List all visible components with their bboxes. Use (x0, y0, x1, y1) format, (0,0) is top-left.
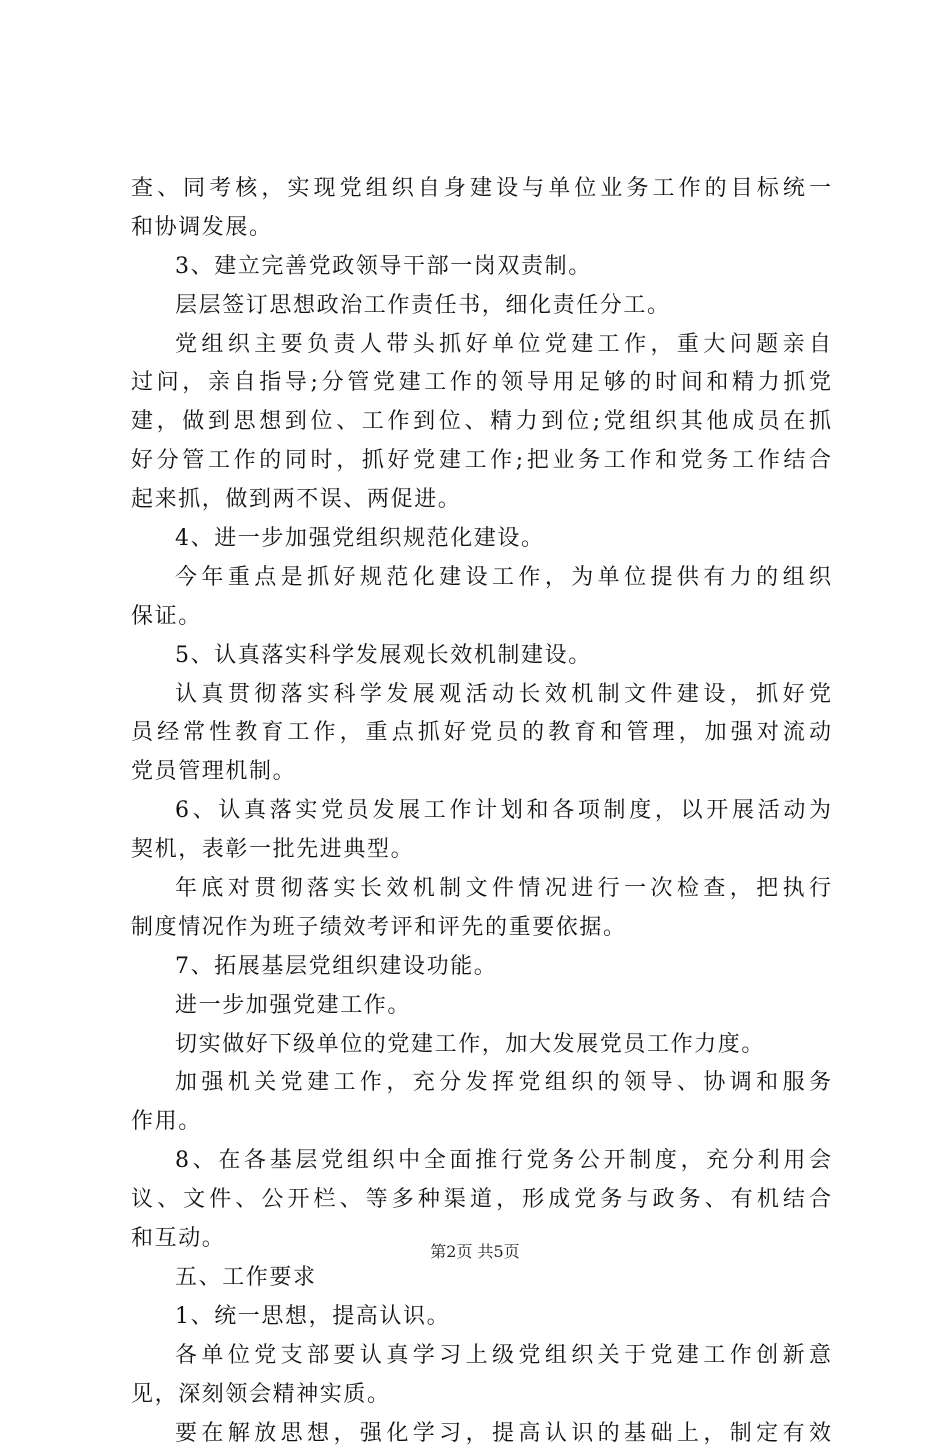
text-line: 好分管工作的同时，抓好党建工作;把业务工作和党务工作结合 (131, 442, 831, 481)
text-line: 年底对贯彻落实长效机制文件情况进行一次检查，把执行 (131, 870, 831, 909)
text-line: 查、同考核，实现党组织自身建设与单位业务工作的目标统一 (131, 170, 831, 209)
text-line: 进一步加强党建工作。 (131, 987, 831, 1026)
text-line: 党员管理机制。 (131, 753, 831, 792)
text-line: 7、拓展基层党组织建设功能。 (131, 948, 831, 987)
text-line: 保证。 (131, 598, 831, 637)
text-line: 8、在各基层党组织中全面推行党务公开制度，充分利用会 (131, 1142, 831, 1181)
text-line: 6、认真落实党员发展工作计划和各项制度，以开展活动为 (131, 792, 831, 831)
text-line: 过问，亲自指导;分管党建工作的领导用足够的时间和精力抓党 (131, 364, 831, 403)
page-footer (0, 1240, 950, 1264)
text-line: 和互动。 (131, 1220, 831, 1259)
text-line: 切实做好下级单位的党建工作，加大发展党员工作力度。 (131, 1026, 831, 1065)
text-line: 加强机关党建工作，充分发挥党组织的领导、协调和服务 (131, 1064, 831, 1103)
text-line: 制度情况作为班子绩效考评和评先的重要依据。 (131, 909, 831, 948)
text-line: 和协调发展。 (131, 209, 831, 248)
text-line: 作用。 (131, 1103, 831, 1142)
text-line: 起来抓，做到两不误、两促进。 (131, 481, 831, 520)
text-line: 党组织主要负责人带头抓好单位党建工作，重大问题亲自 (131, 326, 831, 365)
text-line: 五、工作要求 (131, 1259, 831, 1298)
text-line: 建，做到思想到位、工作到位、精力到位;党组织其他成员在抓 (131, 403, 831, 442)
text-line: 议、文件、公开栏、等多种渠道，形成党务与政务、有机结合 (131, 1181, 831, 1220)
text-line: 见，深刻领会精神实质。 (131, 1376, 831, 1415)
text-line: 层层签订思想政治工作责任书，细化责任分工。 (131, 287, 831, 326)
text-line: 5、认真落实科学发展观长效机制建设。 (131, 637, 831, 676)
text-line: 员经常性教育工作，重点抓好党员的教育和管理，加强对流动 (131, 714, 831, 753)
text-line: 要在解放思想，强化学习，提高认识的基础上，制定有效 (131, 1415, 831, 1453)
text-line: 3、建立完善党政领导干部一岗双责制。 (131, 248, 831, 287)
text-line: 契机，表彰一批先进典型。 (131, 831, 831, 870)
text-line: 1、统一思想，提高认识。 (131, 1298, 831, 1337)
page-number-label: 第2页 共5页 (430, 1242, 519, 1261)
text-line: 今年重点是抓好规范化建设工作，为单位提供有力的组织 (131, 559, 831, 598)
text-line: 认真贯彻落实科学发展观活动长效机制文件建设，抓好党 (131, 676, 831, 715)
text-line: 各单位党支部要认真学习上级党组织关于党建工作创新意 (131, 1337, 831, 1376)
text-line: 4、进一步加强党组织规范化建设。 (131, 520, 831, 559)
